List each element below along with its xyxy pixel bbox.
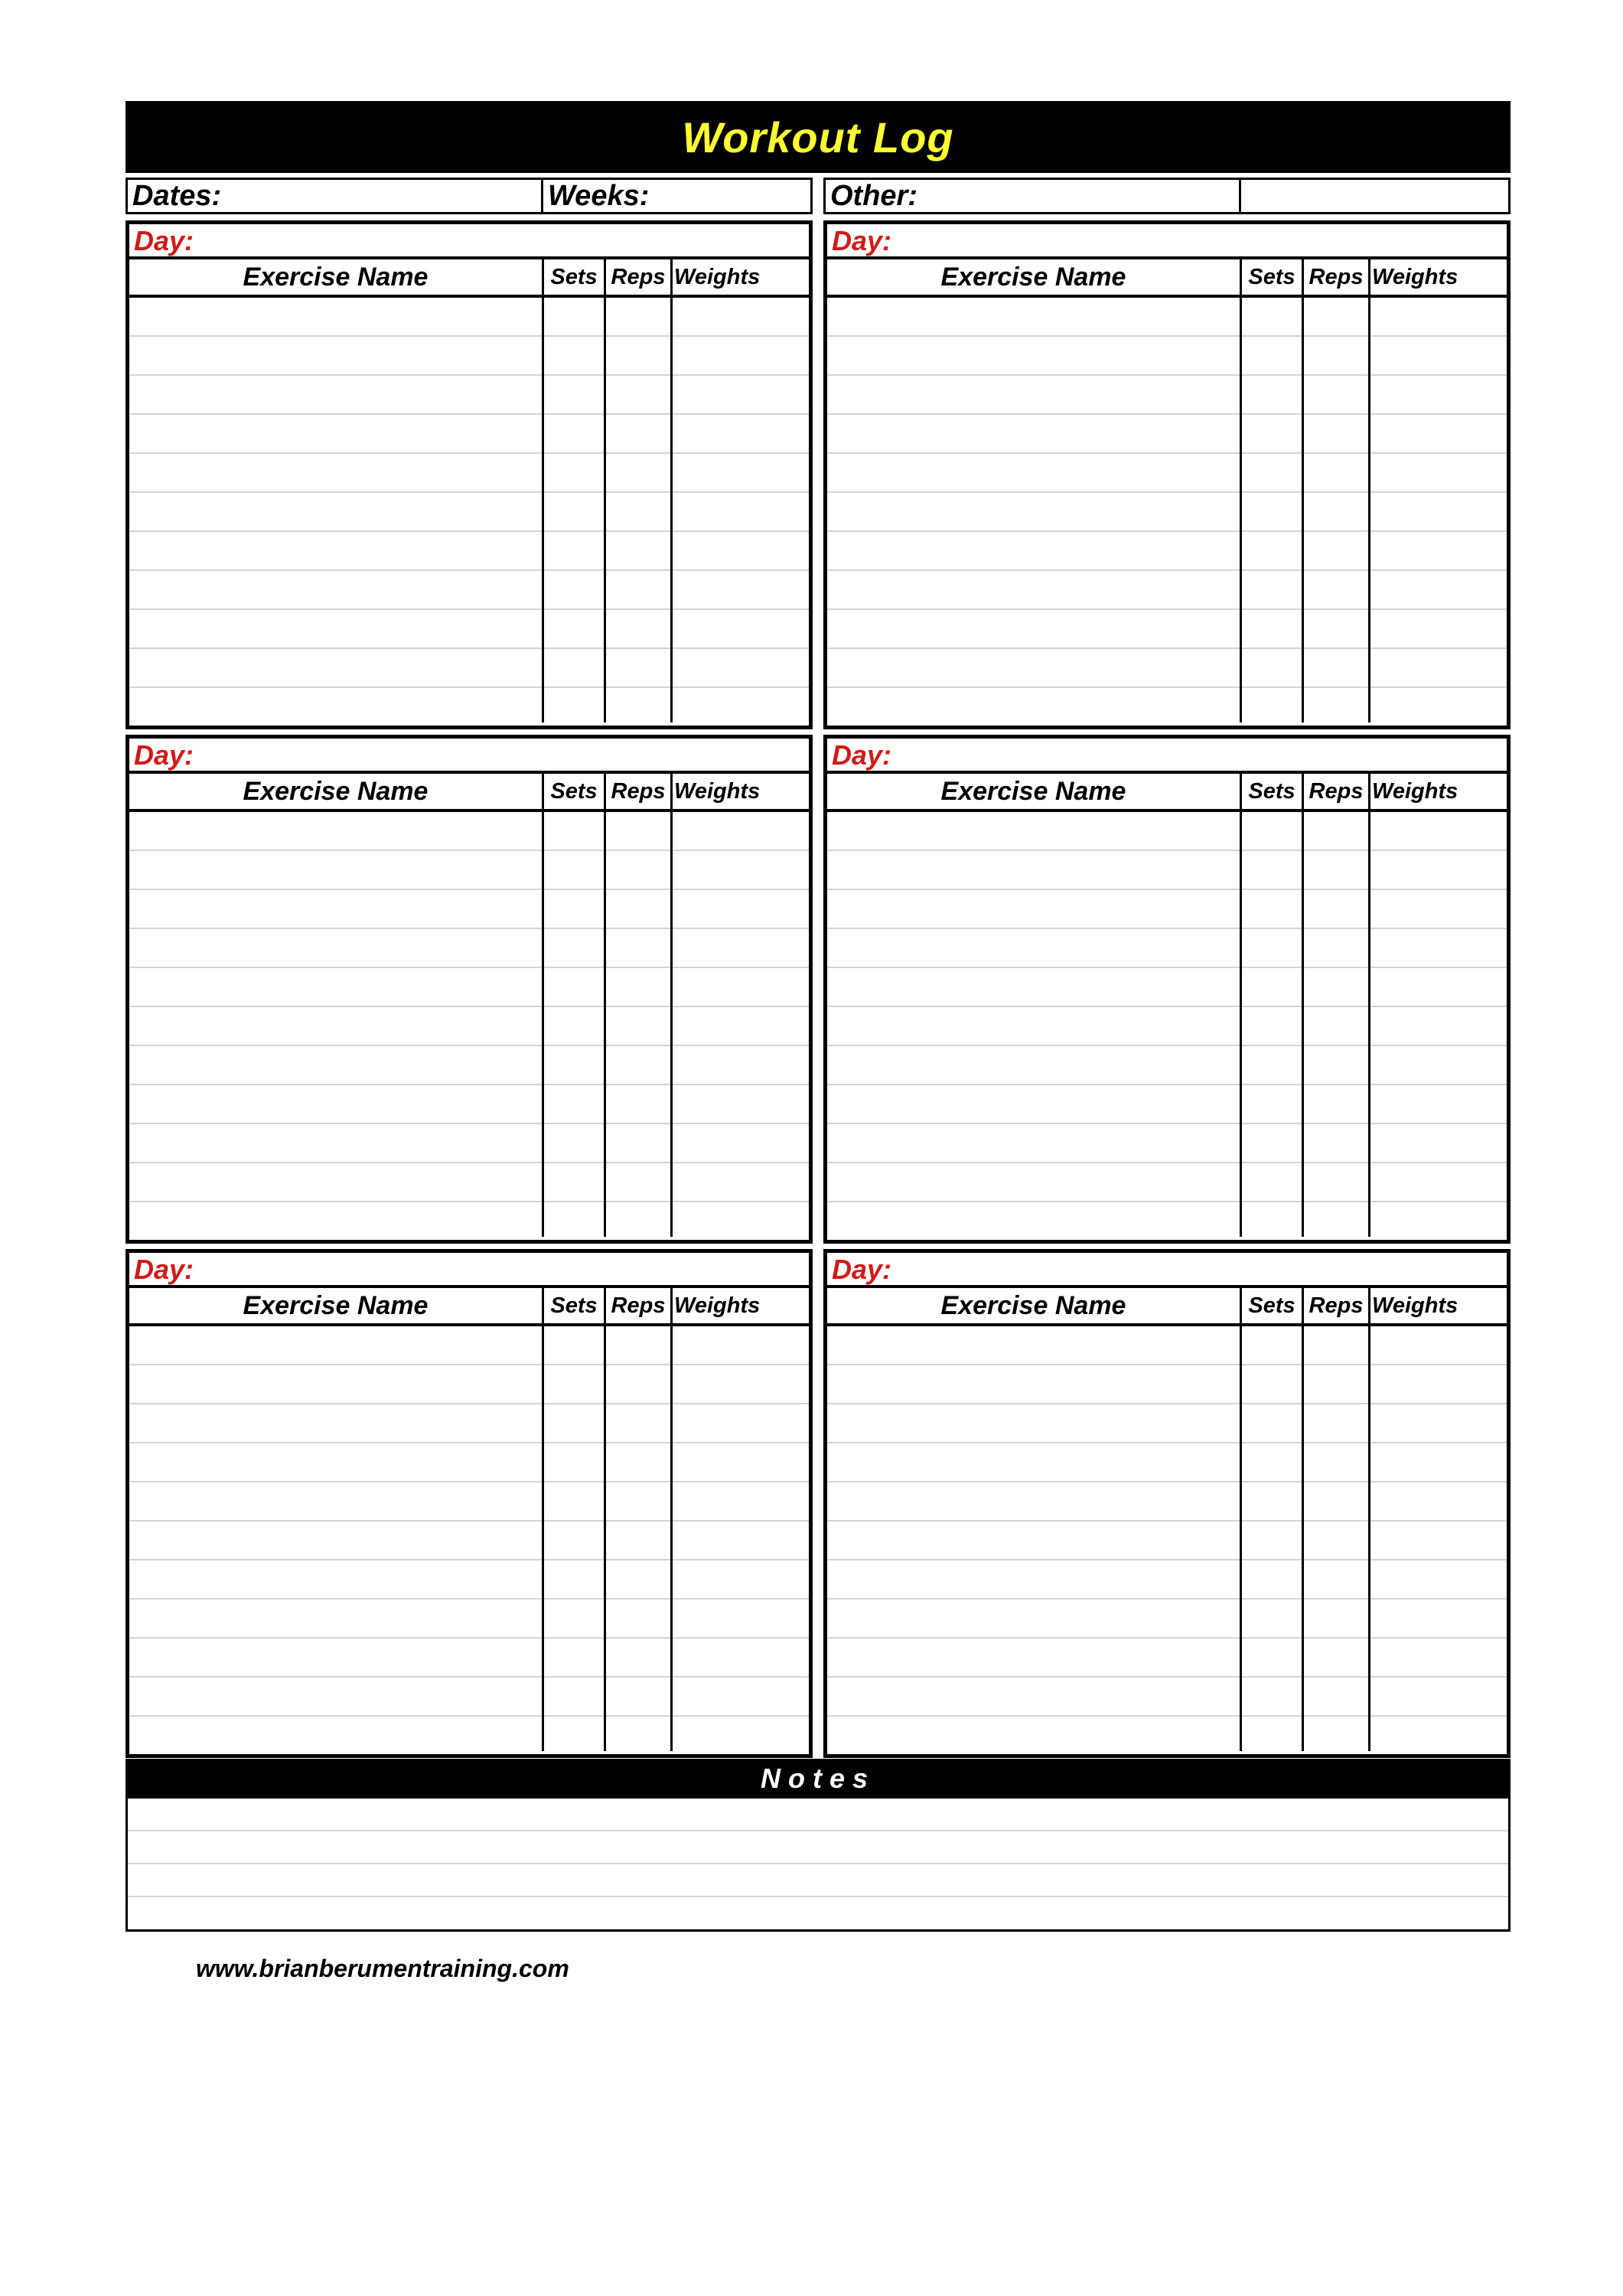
column-divider	[542, 298, 544, 722]
reps-header: Reps	[604, 1288, 670, 1323]
column-divider	[1240, 298, 1242, 722]
column-header	[827, 774, 1507, 812]
sets-header: Sets	[542, 774, 604, 809]
weeks-field[interactable]: Weeks:	[541, 180, 810, 212]
weights-header: Weights	[1368, 1288, 1507, 1323]
day-block-2	[823, 220, 1511, 729]
column-divider	[542, 1326, 544, 1751]
exercise-rows[interactable]	[827, 1326, 1507, 1751]
exercise-name-header: Exercise Name	[940, 1290, 1126, 1320]
column-divider	[1302, 298, 1304, 722]
sets-header: Sets	[1240, 259, 1302, 295]
exercise-name-header: Exercise Name	[243, 1290, 429, 1320]
column-divider	[1240, 812, 1242, 1237]
column-divider	[542, 812, 544, 1237]
day-label[interactable]: Day:	[827, 1253, 1507, 1288]
day-label[interactable]: Day:	[827, 739, 1507, 774]
reps-header: Reps	[1302, 1288, 1368, 1323]
column-header	[129, 774, 809, 812]
day-block-6	[823, 1249, 1511, 1758]
exercise-rows[interactable]	[129, 298, 809, 722]
reps-header: Reps	[604, 774, 670, 809]
exercise-name-header: Exercise Name	[243, 776, 429, 806]
page-title: Workout Log	[682, 113, 954, 161]
weights-header: Weights	[1368, 259, 1507, 295]
column-divider	[1240, 1326, 1242, 1751]
reps-header: Reps	[1302, 774, 1368, 809]
column-divider	[1302, 1326, 1304, 1751]
notes-title: Notes	[125, 1759, 1511, 1799]
sets-header: Sets	[542, 259, 604, 295]
weights-header: Weights	[670, 1288, 809, 1323]
column-divider	[604, 1326, 606, 1751]
day-label[interactable]: Day:	[129, 224, 809, 259]
sets-header: Sets	[1240, 1288, 1302, 1323]
column-divider	[1368, 1326, 1370, 1751]
weights-header: Weights	[1368, 774, 1507, 809]
other-row	[823, 178, 1511, 214]
title-bar	[125, 101, 1511, 173]
column-divider	[670, 298, 673, 722]
exercise-rows[interactable]	[827, 812, 1507, 1237]
column-divider	[1302, 812, 1304, 1237]
column-header	[129, 1288, 809, 1326]
exercise-name-header: Exercise Name	[940, 776, 1126, 806]
column-divider	[604, 298, 606, 722]
column-divider	[1368, 812, 1370, 1237]
day-label[interactable]: Day:	[827, 224, 1507, 259]
day-block-4	[823, 735, 1511, 1244]
exercise-name-header: Exercise Name	[940, 262, 1126, 292]
dates-field[interactable]: Dates:	[132, 180, 222, 212]
column-header	[827, 259, 1507, 298]
sets-header: Sets	[1240, 774, 1302, 809]
day-block-3	[125, 735, 813, 1244]
footer-website: www.brianberumentraining.com	[196, 1955, 569, 1982]
other-value-field[interactable]	[1239, 180, 1508, 212]
column-divider	[670, 1326, 673, 1751]
column-divider	[604, 812, 606, 1237]
day-label[interactable]: Day:	[129, 739, 809, 774]
exercise-rows[interactable]	[129, 1326, 809, 1751]
column-header	[827, 1288, 1507, 1326]
reps-header: Reps	[604, 259, 670, 295]
dates-weeks-row	[125, 178, 813, 214]
column-divider	[1368, 298, 1370, 722]
column-divider	[670, 812, 673, 1237]
column-header	[129, 259, 809, 298]
reps-header: Reps	[1302, 259, 1368, 295]
day-label[interactable]: Day:	[129, 1253, 809, 1288]
day-block-5	[125, 1249, 813, 1758]
sets-header: Sets	[542, 1288, 604, 1323]
exercise-rows[interactable]	[827, 298, 1507, 722]
exercise-name-header: Exercise Name	[243, 262, 429, 292]
notes-area[interactable]	[125, 1799, 1511, 1932]
day-block-1	[125, 220, 813, 729]
other-field[interactable]: Other:	[830, 180, 917, 212]
exercise-rows[interactable]	[129, 812, 809, 1237]
weights-header: Weights	[670, 774, 809, 809]
weights-header: Weights	[670, 259, 809, 295]
